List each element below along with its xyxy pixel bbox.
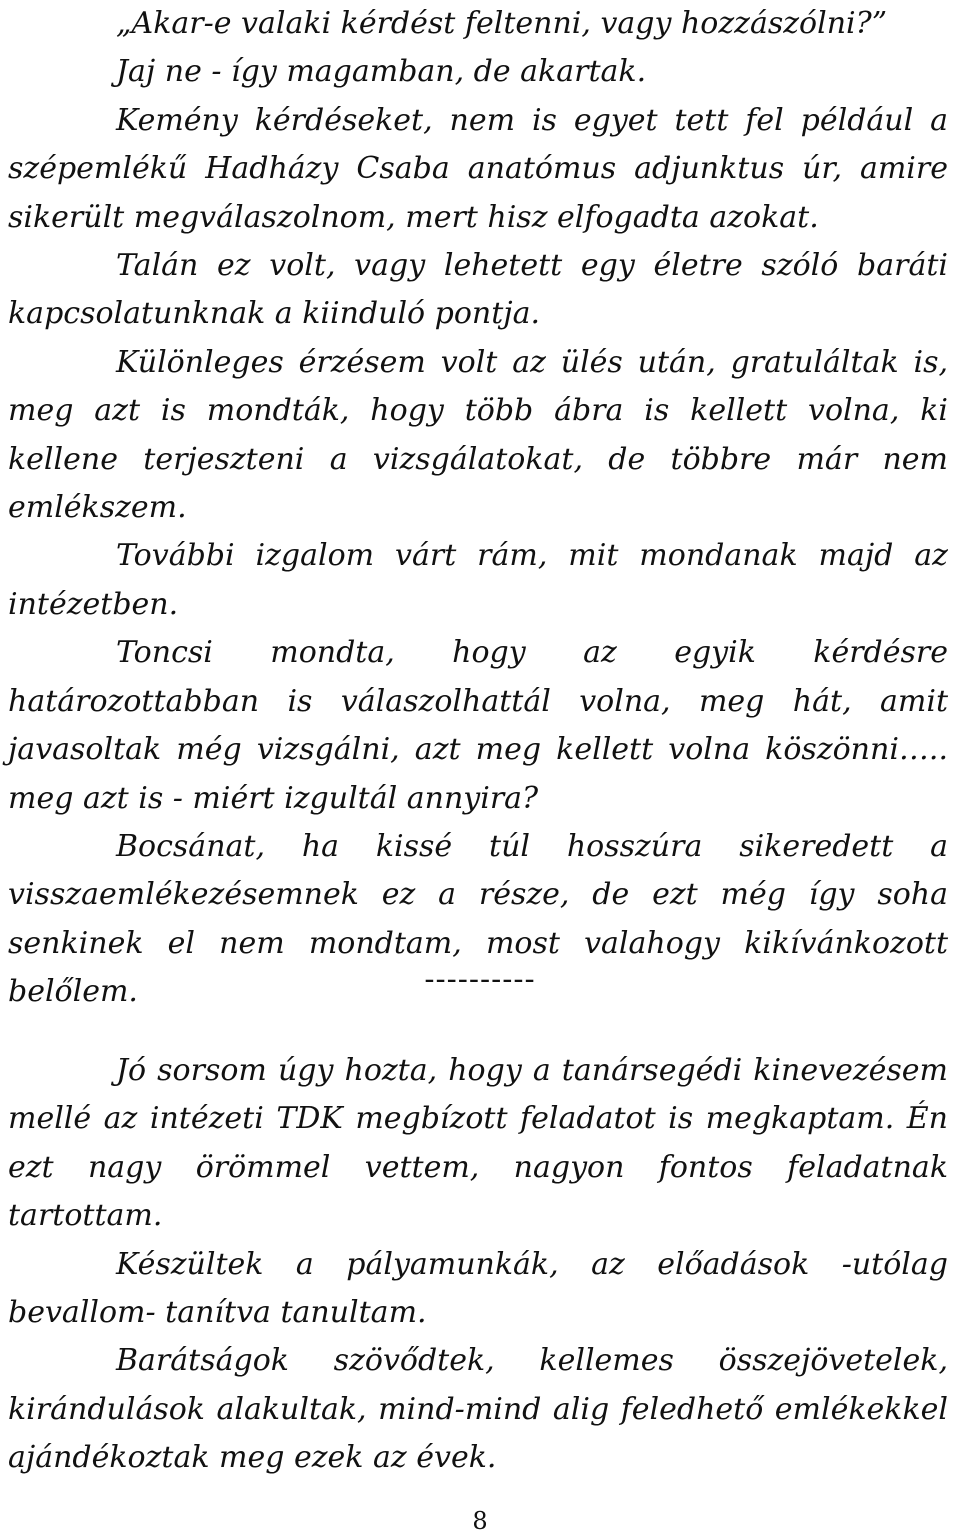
section-divider: ---------- [424, 962, 536, 997]
page-number: 8 [472, 1507, 488, 1535]
text-section-2 [8, 1047, 948, 1483]
paragraph-appointment: Jó sorsom úgy hozta, hogy a tanársegédi kinevezésem mellé az intézeti TDK megbízott feladatot is megkaptam. Én ezt nagy örömmel vettem, nagyon fontos feladatnak tartottam. [8, 1053, 948, 1234]
text-section-1 [8, 0, 948, 1017]
paragraph-friendship: Talán ez volt, vagy lehetett egy életre szóló baráti kapcsolatunknak a kiinduló pontja. [8, 248, 948, 332]
paragraph-friendships: Barátságok szövődtek, kellemes összejövetelek, kirándulások alakultak, mind-mind alig feledhető emlékekkel ajándékoztak meg ezek az évek. [8, 1343, 948, 1476]
paragraph-hard-questions: Kemény kérdéseket, nem is egyet tett fel például a szépemlékű Hadházy Csaba anatómus adjunktus úr, amire sikerült megválaszolnom, mert hisz elfogadta azokat. [8, 102, 948, 235]
paragraph-special-feeling: Különleges érzésem volt az ülés után, gratuláltak is, meg azt is mondták, hogy több ábra is kellett volna, ki kellene terjeszteni a vizsgálatokat, de többre már nem emlékszem. [8, 344, 948, 526]
paragraph-inner-thought: Jaj ne - így magamban, de akartak. [116, 54, 647, 90]
paragraph-further-excitement: További izgalom várt rám, mit mondanak majd az intézetben. [8, 538, 948, 622]
paragraph-toncsi: Toncsi mondta, hogy az egyik kérdésre határozottabban is válaszolhattál volna, meg hát, amit javasoltak még vizsgálni, azt meg kellett volna köszönni….. meg azt is - miért izgultál annyira? [8, 635, 948, 816]
paragraph-question: „Akar-e valaki kérdést feltenni, vagy hozzászólni?” [116, 6, 888, 41]
paragraph-preparations: Készültek a pályamunkák, az előadások -utólag bevallom- tanítva tanultam. [8, 1246, 948, 1331]
paragraph-apology: Bocsánat, ha kissé túl hosszúra sikeredett a visszaemlékezésemnek ez a része, de ezt még így soha senkinek el nem mondtam, most valahogy kikívánkozott belőlem. [8, 828, 948, 1010]
